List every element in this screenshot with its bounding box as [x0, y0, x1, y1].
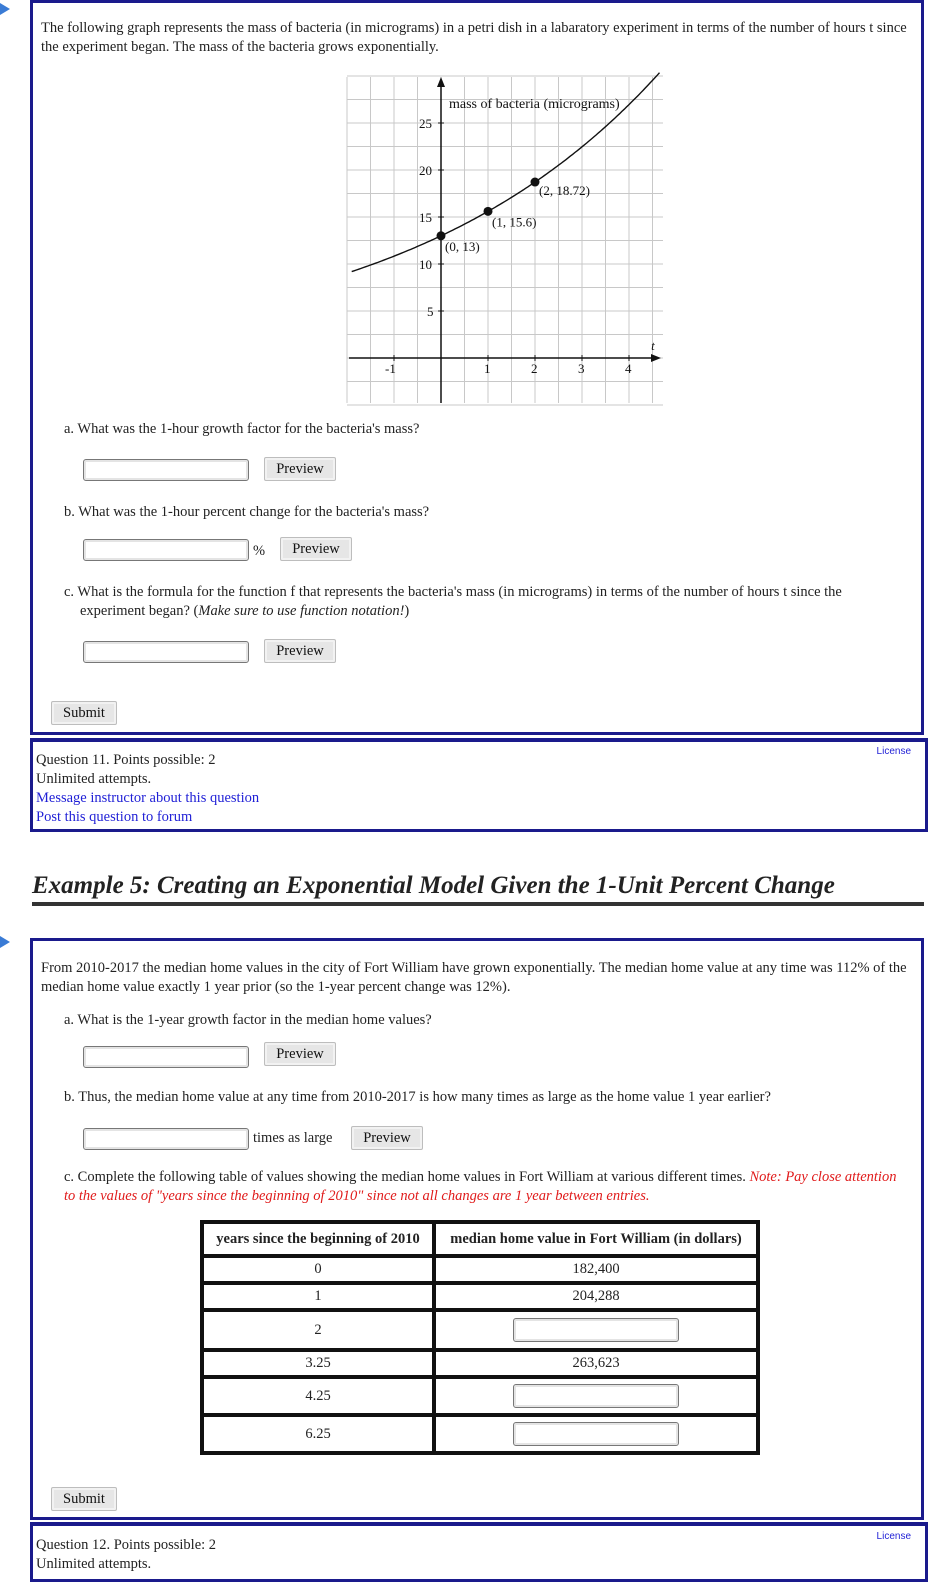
x-tick-label: 3 [578, 361, 585, 376]
x-tick-label: 1 [484, 361, 491, 376]
collapse-triangle-icon[interactable] [0, 936, 10, 948]
column-header-value: median home value in Fort William (in dollars) [434, 1222, 758, 1256]
value-cell [434, 1415, 758, 1453]
years-cell: 3.25 [202, 1350, 434, 1377]
question-intro: From 2010-2017 the median home values in the city of Fort William have grown exponentially. The median home value at any time was 112% of the median home value exactly 1 year prior (so the 1-year percent change was 12%). [41, 960, 907, 995]
preview-button-a[interactable]: Preview [264, 1042, 336, 1066]
growth-factor-input[interactable] [83, 1046, 249, 1068]
attempts-info: Unlimited attempts. [36, 771, 152, 787]
years-cell: 2 [202, 1310, 434, 1350]
times-as-large-input[interactable] [83, 1128, 249, 1150]
y-tick-label: 20 [419, 163, 432, 178]
table-row [202, 1283, 758, 1310]
points-possible: Question 12. Points possible: 2 [36, 1537, 217, 1553]
home-value-input[interactable] [513, 1318, 679, 1342]
question-11-info [30, 738, 928, 832]
post-to-forum-link[interactable]: Post this question to forum [36, 809, 193, 825]
home-value-input[interactable] [513, 1422, 679, 1446]
y-tick-label: 15 [419, 210, 432, 225]
preview-button-b[interactable]: Preview [280, 537, 352, 561]
x-tick-label: 4 [625, 361, 632, 376]
submit-button-q11[interactable]: Submit [51, 701, 117, 725]
preview-button-b[interactable]: Preview [351, 1126, 423, 1150]
attempts-info: Unlimited attempts. [36, 1556, 152, 1572]
part-b-prompt: b. What was the 1-hour percent change for the bacteria's mass? [64, 504, 430, 520]
preview-button-c[interactable]: Preview [264, 639, 336, 663]
x-tick-label: 2 [531, 361, 538, 376]
y-axis-label: mass of bacteria (micrograms) [449, 97, 620, 112]
question-11-box [30, 0, 924, 735]
license-link[interactable]: License [876, 1531, 911, 1542]
years-cell: 4.25 [202, 1377, 434, 1415]
graph-points [437, 178, 590, 254]
license-link[interactable]: License [876, 746, 911, 757]
value-cell: 263,623 [434, 1350, 758, 1377]
point-label: (1, 15.6) [492, 214, 537, 230]
table-row [202, 1377, 758, 1415]
points-possible: Question 11. Points possible: 2 [36, 752, 216, 768]
table-row [202, 1415, 758, 1453]
y-tick-label: 25 [419, 116, 432, 131]
years-cell: 1 [202, 1283, 434, 1310]
table-row [202, 1350, 758, 1377]
question-intro: The following graph represents the mass of bacteria (in micrograms) in a petri dish in a labaratory experiment in terms of the number of hours t since the experiment began. The mass of the bacteria grows exponentially. [41, 20, 907, 55]
home-value-input[interactable] [513, 1384, 679, 1408]
y-tick-label: 5 [427, 304, 434, 319]
part-a-prompt: a. What is the 1-year growth factor in the median home values? [64, 1012, 432, 1028]
value-cell: 182,400 [434, 1256, 758, 1283]
bacteria-mass-graph [317, 69, 667, 409]
collapse-triangle-icon[interactable] [0, 3, 10, 15]
formula-input[interactable] [83, 641, 249, 663]
years-cell: 0 [202, 1256, 434, 1283]
home-values-table [200, 1220, 760, 1455]
growth-factor-input[interactable] [83, 459, 249, 481]
y-tick-label: 10 [419, 257, 432, 272]
y-axis-arrow [437, 77, 445, 87]
question-12-info [30, 1522, 928, 1582]
point-label: (2, 18.72) [539, 183, 590, 199]
table-row [202, 1256, 758, 1283]
value-cell [434, 1310, 758, 1350]
x-axis-label: t [651, 338, 655, 353]
column-header-years: years since the beginning of 2010 [202, 1222, 434, 1256]
part-c-prompt: c. What is the formula for the function f that represents the bacteria's mass (in micrograms) in terms of the number of hours t since the experiment began? (Make sure to use function notation!) [64, 584, 842, 619]
percent-unit: % [253, 543, 266, 559]
message-instructor-link[interactable]: Message instructor about this question [36, 790, 260, 806]
part-b-prompt: b. Thus, the median home value at any time from 2010-2017 is how many times as large as the home value 1 year earlier? [64, 1089, 771, 1105]
part-a-prompt: a. What was the 1-hour growth factor for the bacteria's mass? [64, 421, 420, 437]
submit-button-q12[interactable]: Submit [51, 1487, 117, 1511]
preview-button-a[interactable]: Preview [264, 457, 336, 481]
percent-change-input[interactable] [83, 539, 249, 561]
point-label: (0, 13) [445, 238, 480, 254]
value-cell [434, 1377, 758, 1415]
value-cell: 204,288 [434, 1283, 758, 1310]
table-row [202, 1310, 758, 1350]
part-c-prompt: c. Complete the following table of values showing the median home values in Fort William at various different times. Note: Pay close attention to the values of "years since the beginning of 2010" since not all changes are 1 year between entries. [64, 1169, 897, 1204]
years-cell: 6.25 [202, 1415, 434, 1453]
x-tick-label: -1 [385, 361, 396, 376]
table-note: Note: Pay close attention to the values of "years since the beginning of 2010" since not all changes are 1 year between entries. [64, 1169, 897, 1204]
graph-tick-labels [385, 116, 632, 376]
example-heading: Example 5: Creating an Exponential Model Given the 1-Unit Percent Change [32, 872, 924, 906]
x-axis-arrow [651, 354, 661, 362]
times-as-large-label: times as large [253, 1130, 333, 1146]
